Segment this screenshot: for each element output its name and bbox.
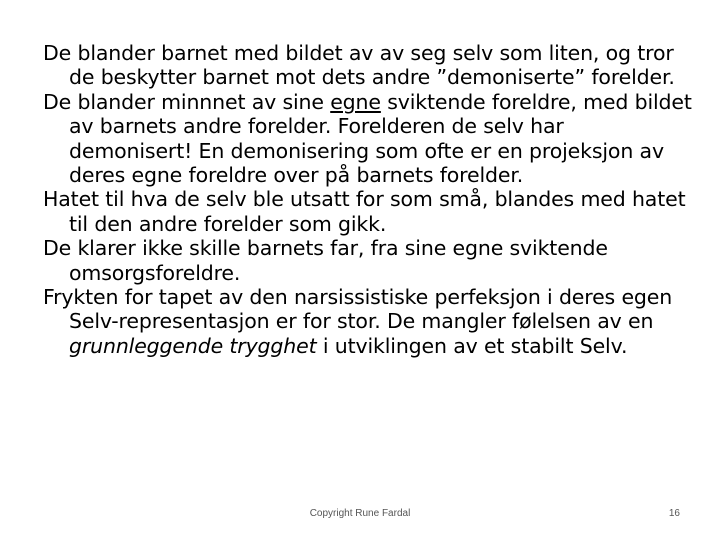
paragraph-2-text-end: sviktende foreldre, med bildet av barnets andre forelder. Forelderen de selv har demonisert! En demonisering som ofte er en projeksjon av deres egne foreldre over på barnets forelder. bbox=[69, 89, 692, 188]
paragraph-5 bbox=[43, 285, 693, 358]
paragraph-2 bbox=[43, 90, 693, 188]
paragraph-2-text-start: De blander minnnet av sine bbox=[43, 89, 331, 114]
footer-copyright: Copyright Rune Fardal bbox=[309, 508, 411, 519]
paragraph-1: De blander barnet med bildet av av seg selv som liten, og tror de beskytter barnet mot dets andre ”demoniserte” forelder. bbox=[43, 41, 675, 90]
slide-body bbox=[43, 41, 693, 358]
paragraph-5-text-start: Frykten for tapet av den narsissistiske perfeksjon i deres egen Selv-representasjon er for stor. De mangler følelsen av en bbox=[43, 285, 673, 334]
underlined-word: egne bbox=[330, 89, 381, 114]
page-number: 16 bbox=[668, 508, 680, 519]
italic-phrase: grunnleggende trygghet bbox=[69, 333, 317, 358]
paragraph-5-text-end: i utviklingen av et stabilt Selv. bbox=[316, 333, 628, 358]
paragraph-3: Hatet til hva de selv ble utsatt for som små, blandes med hatet til den andre forelder som gikk. bbox=[43, 187, 686, 236]
paragraph-4: De klarer ikke skille barnets far, fra sine egne sviktende omsorgsforeldre. bbox=[43, 236, 608, 285]
